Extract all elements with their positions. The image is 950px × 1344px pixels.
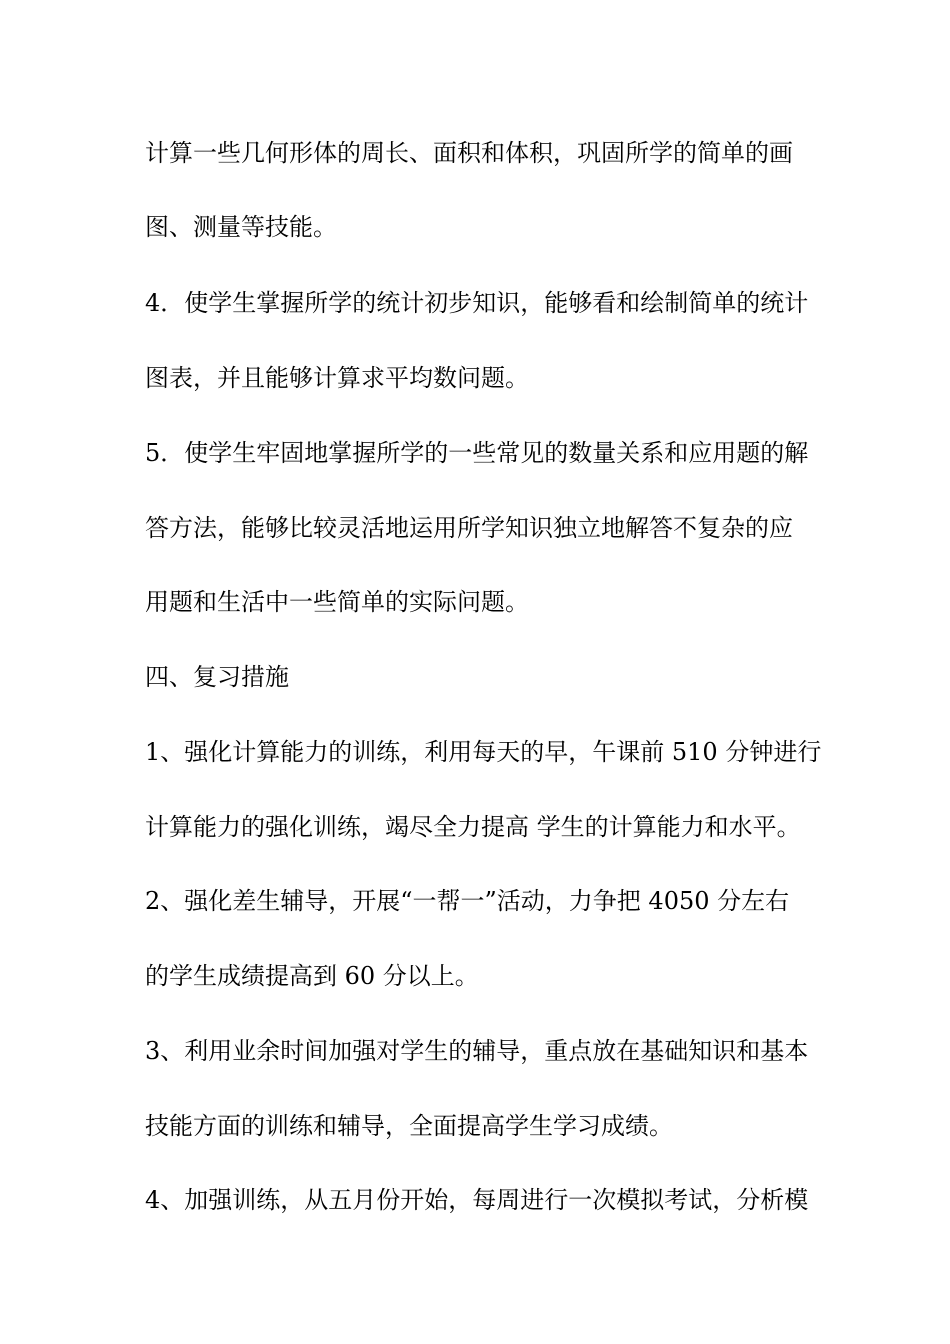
- section-heading: 四、复习措施: [145, 663, 289, 691]
- text-line-measure-2-end: 的学生成绩提高到 60 分以上。: [145, 962, 479, 990]
- text-line-measure-3: 3、利用业余时间加强对学生的辅导，重点放在基础知识和基本: [145, 1037, 809, 1065]
- text-line-measure-4: 4、加强训练，从五月份开始，每周进行一次模拟考试，分析模: [145, 1186, 809, 1214]
- text-line-measure-1: 1、强化计算能力的训练，利用每天的早，午课前 510 分钟进行: [145, 738, 822, 766]
- text-line-goal-4-end: 图表，并且能够计算求平均数问题。: [145, 364, 529, 392]
- text-line-measure-2: 2、强化差生辅导，开展“一帮一”活动，力争把 4050 分左右: [145, 887, 790, 915]
- text-line-goal-5-end: 用题和生活中一些简单的实际问题。: [145, 588, 529, 616]
- text-line-goal-4: 4．使学生掌握所学的统计初步知识，能够看和绘制简单的统计: [145, 289, 809, 317]
- text-line-goal-5: 5．使学生牢固地掌握所学的一些常见的数量关系和应用题的解: [145, 439, 809, 467]
- text-line-goal-5-continued: 答方法，能够比较灵活地运用所学知识独立地解答不复杂的应: [145, 514, 793, 542]
- text-line-goal-3-continued: 计算一些几何形体的周长、面积和体积，巩固所学的简单的画: [145, 139, 793, 167]
- text-line-measure-3-end: 技能方面的训练和辅导，全面提高学生学习成绩。: [145, 1112, 673, 1140]
- text-line-measure-1-end: 计算能力的强化训练，竭尽全力提高 学生的计算能力和水平。: [145, 813, 801, 841]
- text-line-goal-3-end: 图、测量等技能。: [145, 213, 337, 241]
